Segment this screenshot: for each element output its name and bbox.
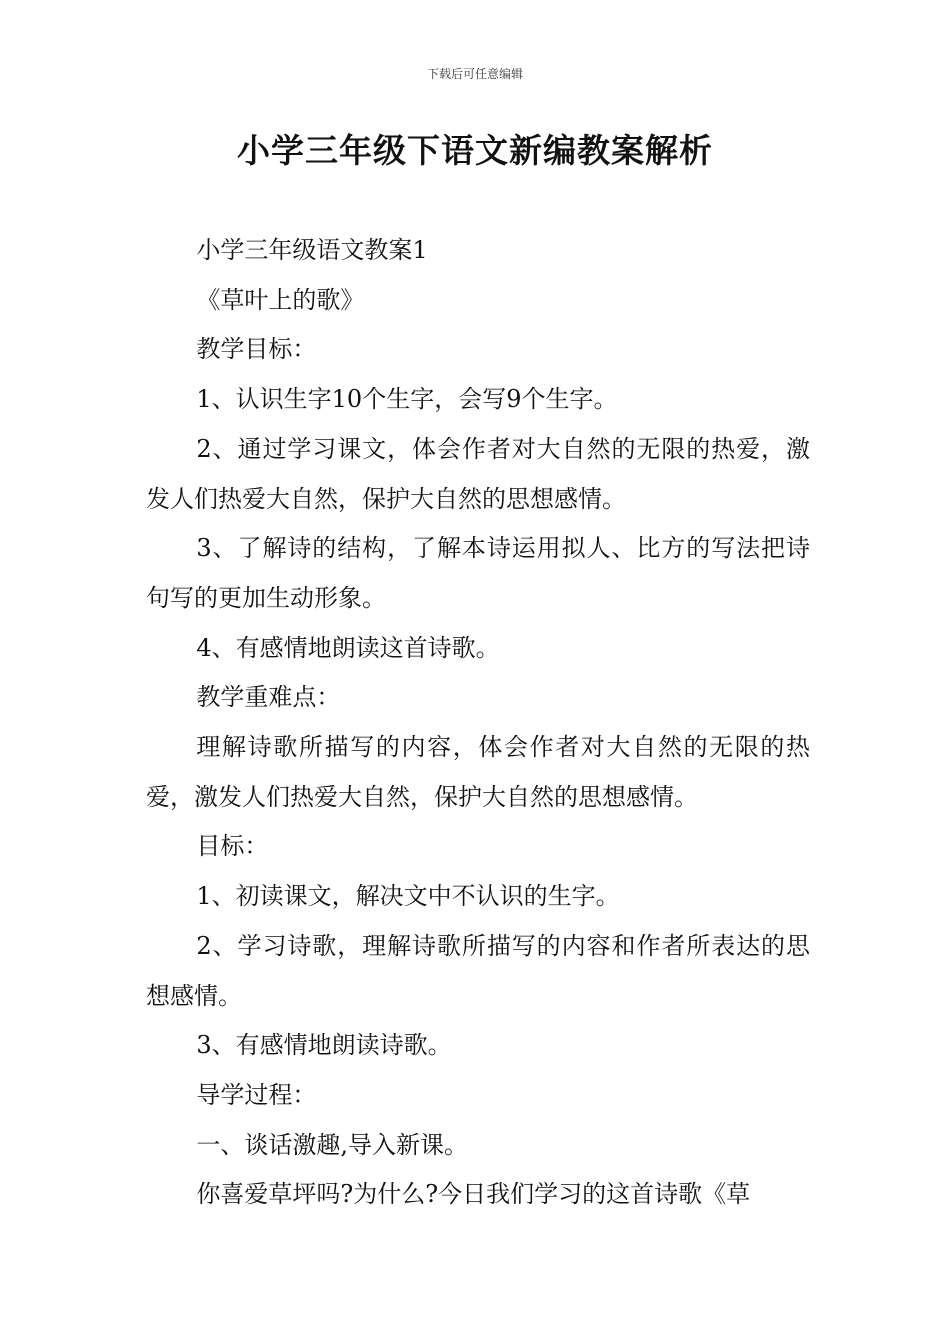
- paragraph-goal-3: 3、了解诗的结构，了解本诗运用拟人、比方的写法把诗句写的更加生动形象。: [146, 534, 810, 612]
- paragraph-lesson-title: 《草叶上的歌》: [196, 285, 365, 314]
- header-note: 下载后可任意编辑: [426, 67, 523, 81]
- paragraph-step-1-text: 你喜爱草坪吗?为什么?今日我们学习的这首诗歌《草: [196, 1180, 751, 1209]
- paragraph-section-process: 导学过程：: [196, 1080, 317, 1109]
- paragraph-section-key-points: 教学重难点：: [196, 683, 341, 712]
- document-body: [146, 226, 810, 1220]
- paragraph-goal-4: 4、有感情地朗读这首诗歌。: [196, 633, 500, 662]
- paragraph-lesson-heading: 小学三年级语文教案1: [196, 236, 428, 264]
- paragraph-objective-1: 1、初读课文，解决文中不认识的生字。: [196, 882, 620, 911]
- paragraph-objective-3: 3、有感情地朗读诗歌。: [196, 1031, 452, 1060]
- paragraph-goal-1: 1、认识生字10个生字，会写9个生字。: [196, 385, 618, 414]
- paragraph-goal-2: 2、通过学习课文，体会作者对大自然的无限的热爱，激发人们热爱大自然，保护大自然的思想感情。: [146, 434, 810, 513]
- paragraph-objective-2: 2、学习诗歌，理解诗歌所描写的内容和作者所表达的思想感情。: [146, 931, 810, 1010]
- document-title: 小学三年级下语文新编教案解析: [237, 131, 713, 170]
- paragraph-step-1: 一、谈话激趣,导入新课。: [196, 1130, 469, 1159]
- paragraph-section-objectives: 目标：: [196, 832, 269, 861]
- paragraph-key-points: 理解诗歌所描写的内容，体会作者对大自然的无限的热爱，激发人们热爱大自然，保护大自然的思想感情。: [146, 733, 810, 811]
- paragraph-section-goals: 教学目标：: [196, 335, 317, 364]
